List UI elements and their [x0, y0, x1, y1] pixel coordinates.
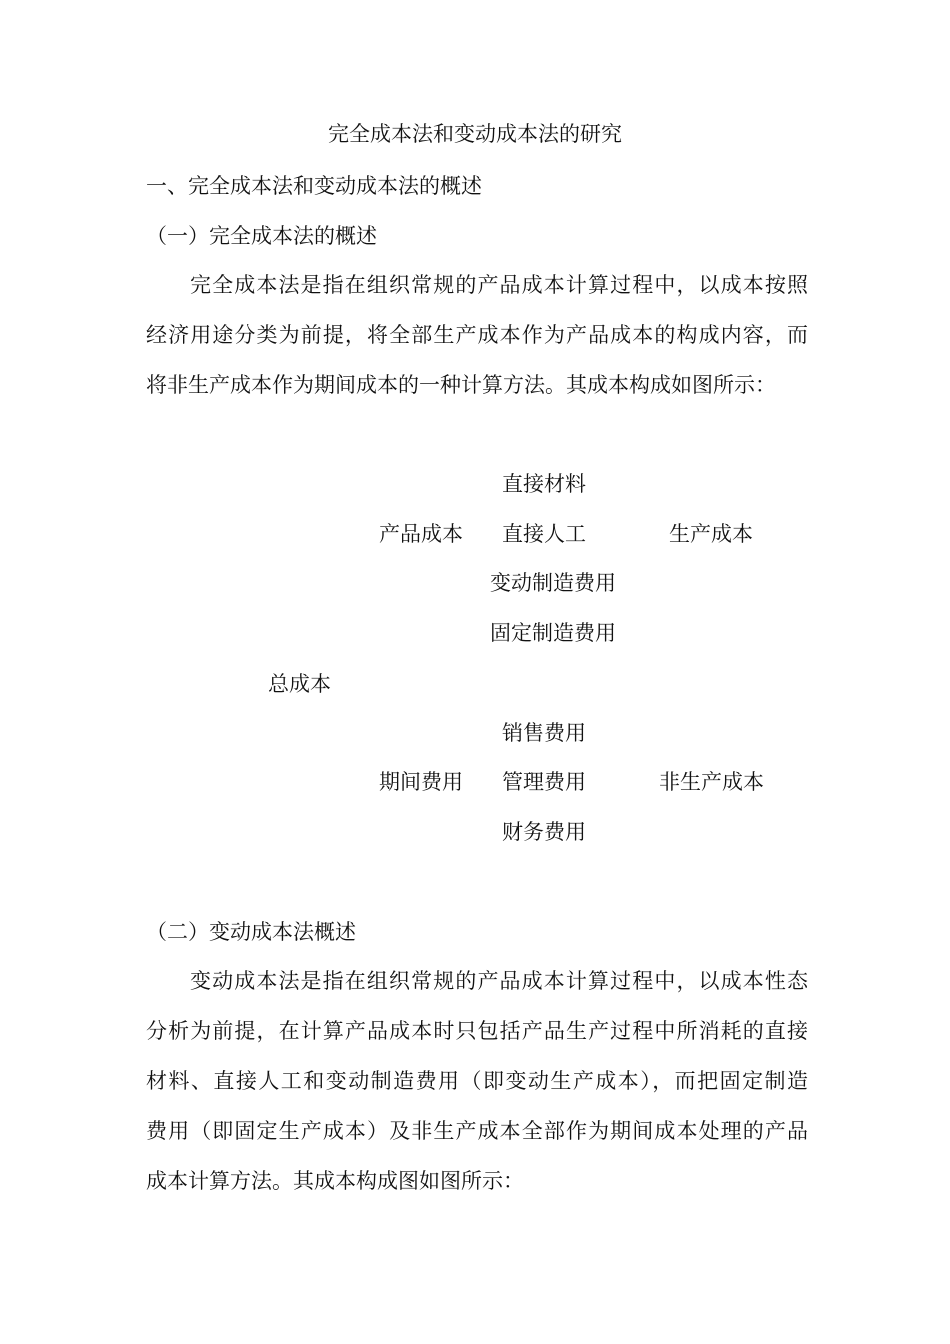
diagram-item-variable-overhead: 变动制造费用 [490, 571, 616, 595]
paragraph-line: 将非生产成本作为期间成本的一种计算方法。其成本构成如图所示： [146, 373, 776, 397]
paragraph-line: 完全成本法是指在组织常规的产品成本计算过程中，以成本按照 [190, 273, 808, 297]
diagram-total-cost: 总成本 [268, 672, 331, 696]
paragraph-line: 材料、直接人工和变动制造费用（即变动生产成本），而把固定制造 [146, 1069, 808, 1093]
paragraph-line: 成本计算方法。其成本构成图如图所示： [146, 1169, 524, 1193]
document-title: 完全成本法和变动成本法的研究 [328, 122, 622, 146]
diagram-item-direct-materials: 直接材料 [502, 472, 586, 496]
diagram-production-cost: 生产成本 [669, 522, 753, 546]
subsection-2-heading: （二）变动成本法概述 [146, 920, 356, 944]
paragraph-line: 经济用途分类为前提，将全部生产成本作为产品成本的构成内容，而 [146, 323, 808, 347]
diagram-product-cost: 产品成本 [379, 522, 463, 546]
diagram-item-selling-expense: 销售费用 [502, 721, 586, 745]
subsection-1-heading: （一）完全成本法的概述 [146, 224, 377, 248]
paragraph-line: 分析为前提，在计算产品成本时只包括产品生产过程中所消耗的直接 [146, 1019, 808, 1043]
section-1-heading: 一、完全成本法和变动成本法的概述 [146, 174, 482, 198]
diagram-item-financial-expense: 财务费用 [502, 820, 586, 844]
diagram-item-fixed-overhead: 固定制造费用 [490, 621, 616, 645]
diagram-item-direct-labor: 直接人工 [502, 522, 586, 546]
paragraph-line: 费用（即固定生产成本）及非生产成本全部作为期间成本处理的产品 [146, 1119, 808, 1143]
diagram-non-production-cost: 非生产成本 [659, 770, 764, 794]
diagram-item-admin-expense: 管理费用 [502, 770, 586, 794]
diagram-period-cost: 期间费用 [379, 770, 463, 794]
paragraph-line: 变动成本法是指在组织常规的产品成本计算过程中，以成本性态 [190, 969, 808, 993]
